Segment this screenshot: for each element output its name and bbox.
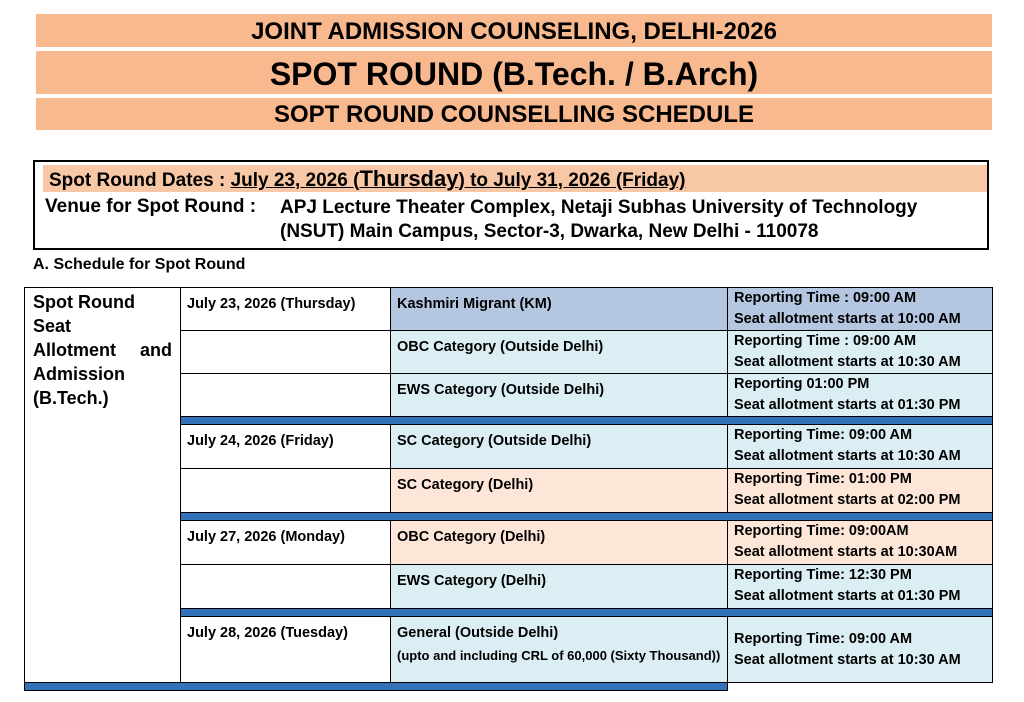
- date-cell: [181, 565, 391, 609]
- time-cell: [728, 331, 993, 374]
- time-cell: [728, 288, 993, 331]
- label-line: Seat: [33, 316, 72, 336]
- separator-bar: [181, 417, 993, 425]
- day-start: Thursday: [359, 166, 459, 191]
- spot-round-dates: [43, 165, 987, 192]
- time-cell: [728, 425, 993, 469]
- date-cell: July 24, 2026 (Friday): [181, 425, 391, 469]
- category-cell: SC Category (Outside Delhi): [391, 425, 728, 469]
- category-text: General (Outside Delhi): [397, 625, 559, 641]
- info-box: [33, 160, 989, 250]
- date-start: July 23, 2026 (: [230, 170, 360, 191]
- schedule-title: SOPT ROUND COUNSELLING SCHEDULE: [36, 98, 992, 130]
- separator-bar: [181, 513, 993, 521]
- label-word: and: [139, 340, 172, 360]
- separator-bar: [181, 609, 993, 617]
- section-title: A. Schedule for Spot Round: [33, 256, 246, 273]
- reporting-time: Reporting Time: 01:00 PM: [734, 471, 912, 487]
- reporting-time: Reporting Time: 09:00 AM: [734, 427, 913, 443]
- reporting-time: Reporting Time: 12:30 PM: [734, 567, 912, 583]
- allotment-time: Seat allotment starts at 10:30 AM: [734, 651, 961, 668]
- venue-line-2: (NSUT) Main Campus, Sector-3, Dwarka, New Delhi - 110078: [280, 221, 819, 242]
- date-cell: July 27, 2026 (Monday): [181, 521, 391, 565]
- separator-bar: [25, 683, 728, 691]
- reporting-time: Reporting Time: 09:00AM: [734, 523, 909, 539]
- separator-row: [25, 683, 993, 691]
- reporting-time: Reporting 01:00 PM: [734, 376, 870, 392]
- reporting-time: Reporting Time: 09:00 AM: [734, 630, 913, 647]
- label-line: Spot Round: [33, 292, 135, 312]
- date-cell: [181, 469, 391, 513]
- date-end: ) to July 31, 2026 (Friday): [458, 170, 686, 191]
- category-cell: Kashmiri Migrant (KM): [391, 288, 728, 331]
- time-cell: [728, 617, 993, 683]
- reporting-time: Reporting Time : 09:00 AM: [734, 333, 917, 349]
- allotment-time: Seat allotment starts at 10:30 AM: [734, 448, 961, 464]
- label-word: Allotment: [33, 340, 116, 360]
- time-cell: [728, 374, 993, 417]
- stage-label: [25, 288, 181, 683]
- category-cell: OBC Category (Delhi): [391, 521, 728, 565]
- dates-range: [230, 166, 686, 191]
- date-cell: July 28, 2026 (Tuesday): [181, 617, 391, 683]
- allotment-time: Seat allotment starts at 01:30 PM: [734, 588, 961, 604]
- time-cell: [728, 469, 993, 513]
- dates-label: Spot Round Dates :: [49, 170, 231, 191]
- category-cell: SC Category (Delhi): [391, 469, 728, 513]
- table-row: [25, 288, 993, 331]
- venue-label: Venue for Spot Round :: [45, 196, 257, 217]
- date-cell: [181, 331, 391, 374]
- category-cell: EWS Category (Delhi): [391, 565, 728, 609]
- label-line: Admission: [33, 364, 126, 384]
- category-note: (upto and including CRL of 60,000 (Sixty Thousand)): [397, 648, 721, 663]
- reporting-time: Reporting Time : 09:00 AM: [734, 290, 917, 306]
- venue-line-1: APJ Lecture Theater Complex, Netaji Subhas University of Technology: [280, 197, 918, 218]
- time-cell: [728, 521, 993, 565]
- header-title: JOINT ADMISSION COUNSELING, DELHI-2026: [36, 14, 992, 47]
- label-line: [33, 338, 172, 362]
- date-cell: July 23, 2026 (Thursday): [181, 288, 391, 331]
- allotment-time: Seat allotment starts at 10:30 AM: [734, 354, 961, 370]
- category-cell: EWS Category (Outside Delhi): [391, 374, 728, 417]
- header-subtitle: SPOT ROUND (B.Tech. / B.Arch): [36, 51, 992, 94]
- venue-address: [280, 196, 980, 244]
- allotment-time: Seat allotment starts at 10:30AM: [734, 544, 958, 560]
- date-cell: [181, 374, 391, 417]
- schedule-table: [24, 287, 993, 691]
- category-cell: [391, 617, 728, 683]
- allotment-time: Seat allotment starts at 02:00 PM: [734, 492, 961, 508]
- allotment-time: Seat allotment starts at 10:00 AM: [734, 311, 961, 327]
- label-line: (B.Tech.): [33, 388, 109, 408]
- category-cell: OBC Category (Outside Delhi): [391, 331, 728, 374]
- allotment-time: Seat allotment starts at 01:30 PM: [734, 397, 961, 413]
- time-cell: [728, 565, 993, 609]
